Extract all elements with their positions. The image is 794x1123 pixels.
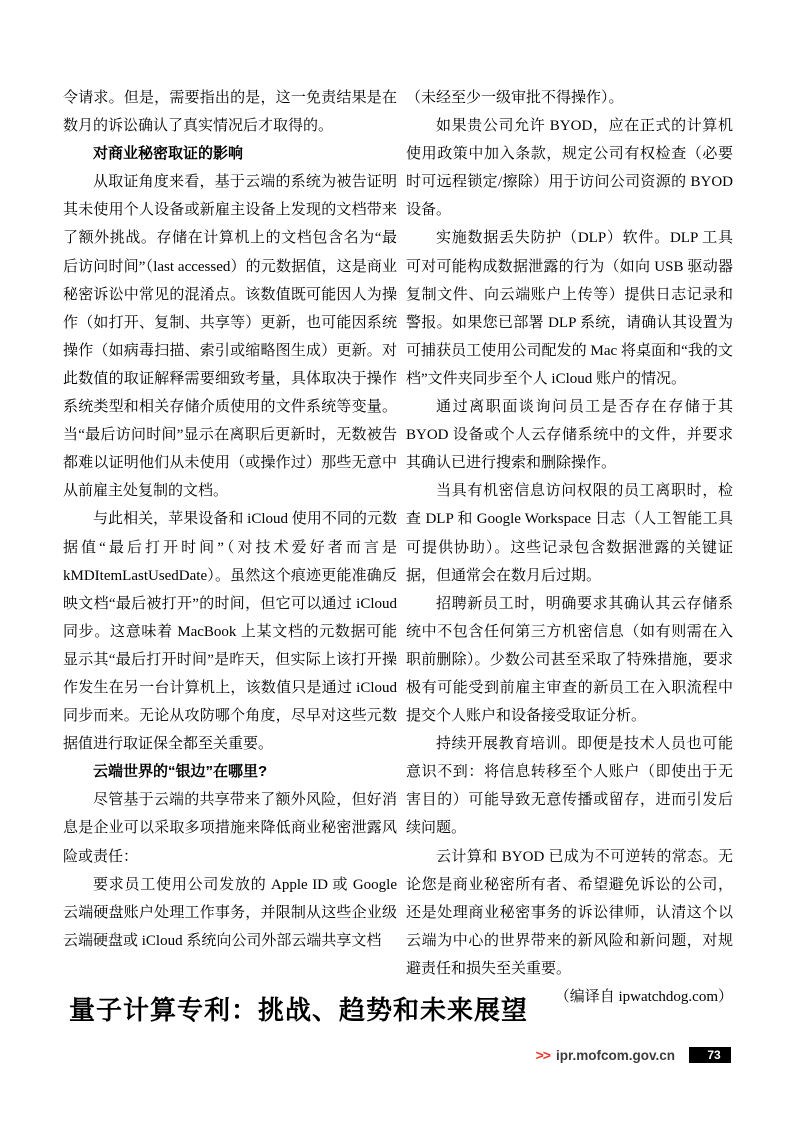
paragraph: 云计算和 BYOD 已成为不可逆转的常态。无论您是商业秘密所有者、希望避免诉讼的公司，还是处理商业秘密事务的诉讼律师，认清这个以云端为中心的世界带来的新风险和新问题，对规避责任和损失至关重要。 xyxy=(406,848,733,977)
page-footer xyxy=(536,1047,731,1063)
paragraph: （未经至少一级审批不得操作）。 xyxy=(406,90,624,106)
next-article-title: 量子计算专利：挑战、趋势和未来展望 xyxy=(69,995,529,1025)
section-heading-silver-lining: 云端世界的“银边”在哪里? xyxy=(93,763,268,781)
paragraph: 招聘新员工时，明确要求其确认其云存储系统中不包含任何第三方机密信息（如有则需在入职前删除）。少数公司甚至采取了特殊措施，要求极有可能受到前雇主审查的新员工在入职流程中提交个人账户和设备接受取证分析。 xyxy=(406,595,733,725)
left-column xyxy=(63,84,397,1011)
paragraph: 令请求。但是，需要指出的是，这一免责结果是在数月的诉讼确认了真实情况后才取得的。 xyxy=(63,90,397,135)
paragraph: 从取证角度来看，基于云端的系统为被告证明其未使用个人设备或新雇主设备上发现的文档带来了额外挑战。存储在计算机上的文档包含名为“最后访问时间”（last accessed）的元数据值，这是商业秘密诉讼中常见的混淆点。该数值既可能因人为操作（如打开、复制、共享等）更新，也可能因系统操作（如病毒扫描、索引或缩略图生成）更新。对此数值的取证解释需要细致考量，具体取决于操作系统类型和相关存储介质使用的文件系统等变量。当“最后访问时间”显示在离职后更新时，无数被告都难以证明他们从未使用（或操作过）那些无意中从前雇主处复制的文档。 xyxy=(63,174,397,500)
double-chevron-icon: >> xyxy=(535,1047,550,1063)
footer-url: ipr.mofcom.gov.cn xyxy=(555,1047,675,1063)
paragraph: 要求员工使用公司发放的 Apple ID 或 Google 云端硬盘账户处理工作事务，并限制从这些企业级云端硬盘或 iCloud 系统向公司外部云端共享文档 xyxy=(63,876,397,949)
paragraph: 持续开展教育培训。即便是技术人员也可能意识不到：将信息转移至个人账户（即使出于无害目的）可能导致无意传播或留存，进而引发后续问题。 xyxy=(406,736,733,837)
paragraph: 尽管基于云端的共享带来了额外风险，但好消息是企业可以采取多项措施来降低商业秘密泄露风险或责任： xyxy=(63,792,397,865)
two-column-article xyxy=(63,84,733,1011)
section-heading-forensics: 对商业秘密取证的影响 xyxy=(93,145,244,163)
page-number-badge xyxy=(689,1047,731,1063)
article-credit: （编译自 ipwatchdog.com） xyxy=(554,989,733,1005)
paragraph: 如果贵公司允许 BYOD，应在正式的计算机使用政策中加入条款，规定公司有权检查（必要时可远程锁定/擦除）用于访问公司资源的 BYOD 设备。 xyxy=(406,118,733,219)
paragraph: 实施数据丢失防护（DLP）软件。DLP 工具可对可能构成数据泄露的行为（如向 USB 驱动器复制文件、向云端账户上传等）提供日志记录和警报。如果您已部署 DLP 系统，请确认其设置为可捕获员工使用公司配发的 Mac 将桌面和“我的文档”文件夹同步至个人 iCloud 账户的情况。 xyxy=(406,230,733,387)
paragraph: 与此相关，苹果设备和 iCloud 使用不同的元数据值“最后打开时间”（对技术爱好者而言是 kMDItemLastUsedDate）。虽然这个痕迹更能准确反映文档“最后被打开”的时间，但它可以通过 iCloud 同步。这意味着 MacBook 上某文档的元数据可能显示其“最后打开时间”是昨天，但实际上该打开操作发生在另一台计算机上，该数值只是通过 iCloud 同步而来。无论从攻防哪个角度，尽早对这些元数据值进行取证保全都至关重要。 xyxy=(63,511,397,753)
right-column xyxy=(406,84,733,1011)
paragraph: 通过离职面谈询问员工是否存在存储于其 BYOD 设备或个人云存储系统中的文件，并要求其确认已进行搜索和删除操作。 xyxy=(406,399,733,472)
page-number: 73 xyxy=(707,1048,721,1062)
paragraph: 当具有机密信息访问权限的员工离职时，检查 DLP 和 Google Workspace 日志（人工智能工具可提供协助）。这些记录包含数据泄露的关键证据，但通常会在数月后过期。 xyxy=(406,483,733,584)
